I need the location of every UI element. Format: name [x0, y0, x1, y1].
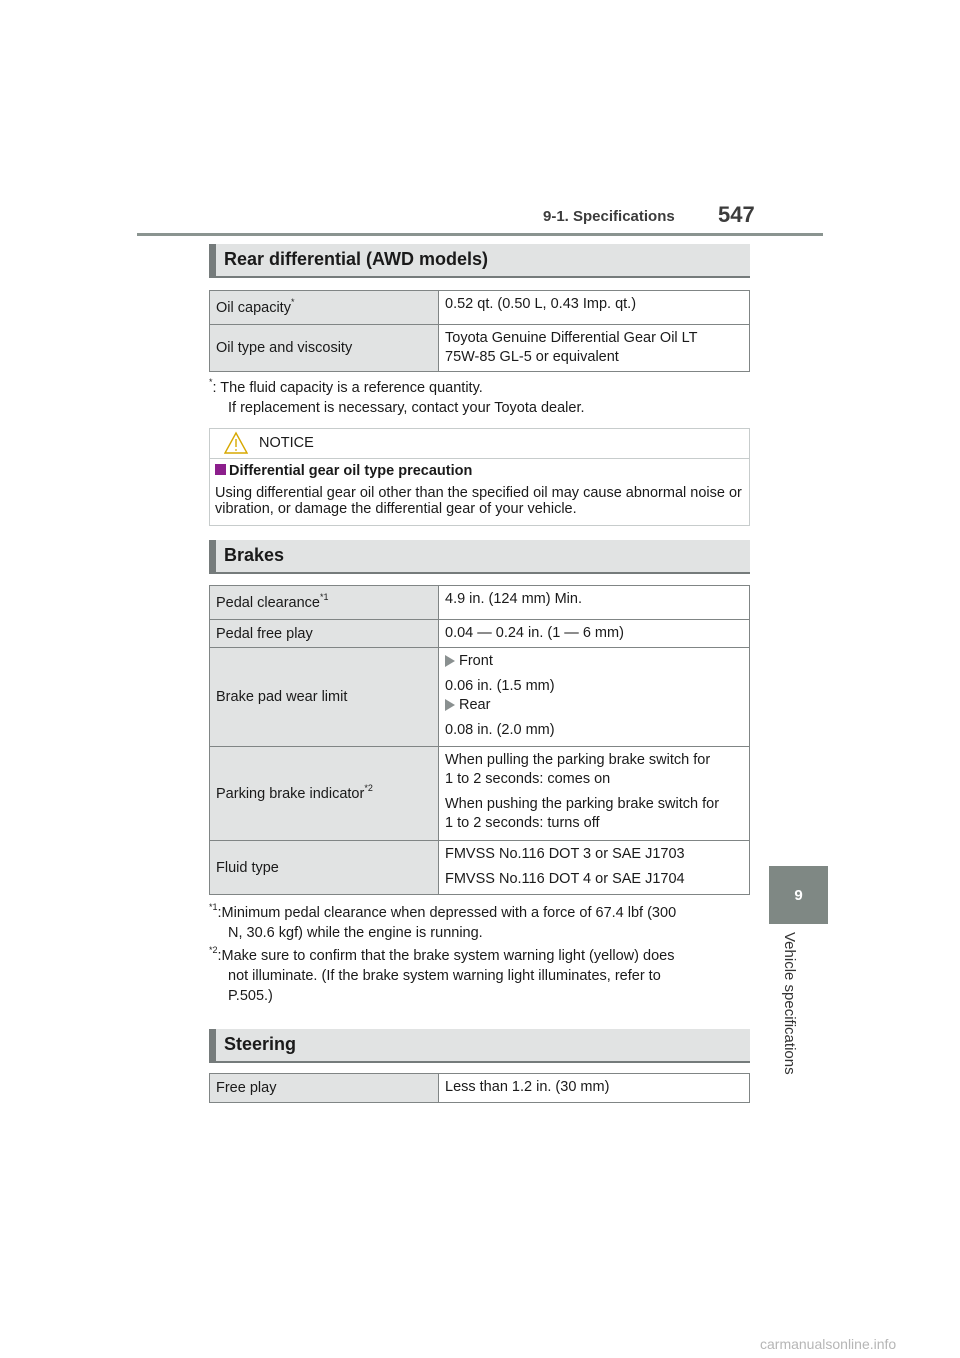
header-rule: [137, 233, 823, 236]
warning-triangle-icon: [224, 431, 248, 460]
row-value: Less than 1.2 in. (30 mm): [439, 1074, 750, 1103]
row-label: Parking brake indicator$^{*2}$: [210, 747, 439, 841]
arrow-right-icon: [445, 655, 455, 667]
notice-header: [210, 429, 749, 459]
row-label: Brake pad wear limit: [210, 648, 439, 747]
row-value: FMVSS No.116 DOT 3 or SAE J1703 FMVSS No.116 DOT 4 or SAE J1704: [439, 841, 750, 895]
row-label: Oil capacity*: [210, 291, 439, 325]
section-header-brakes: [209, 540, 750, 574]
watermark: carmanualsonline.info: [760, 1336, 897, 1352]
row-label: Fluid type: [210, 841, 439, 895]
row-label: Oil type and viscosity: [210, 325, 439, 372]
row-value: 0.52 qt. (0.50 L, 0.43 Imp. qt.): [439, 291, 750, 325]
row-value: Toyota Genuine Differential Gear Oil LT 75W-85 GL-5 or equivalent: [439, 325, 750, 372]
chapter-tab: [769, 866, 828, 924]
section-title: 9-1. Specifications: [543, 208, 675, 225]
row-label: Free play: [210, 1074, 439, 1103]
table-row: [210, 747, 750, 841]
table-row: [210, 620, 750, 648]
table-row: [210, 586, 750, 620]
brakes-table: [209, 585, 750, 895]
notice-body: Using differential gear oil other than the specified oil may cause abnormal noise or vibration, or damage the differential gear of your vehicle.: [215, 485, 742, 517]
table-row: [210, 325, 750, 372]
table-row: [210, 648, 750, 747]
notice-box: [209, 428, 750, 526]
row-value: 0.04 — 0.24 in. (1 — 6 mm): [439, 620, 750, 648]
page-number: 547: [718, 202, 755, 227]
row-label: Pedal clearance$^{*1}$: [210, 586, 439, 620]
notice-title: NOTICE: [259, 435, 314, 451]
arrow-right-icon: [445, 699, 455, 711]
footnote: $^{*2}$:Make sure to confirm that the brake system warning light (yellow) does not illuminate. (If the brake system warning light illuminates, refer to P.505.): [209, 945, 675, 1004]
chapter-title-vertical: Vehicle specifications: [781, 932, 798, 1075]
footnote: $^{*1}$:Minimum pedal clearance when depressed with a force of 67.4 lbf (300 N, 30.6 kgf) while the engine is running.: [209, 902, 677, 941]
chapter-number: 9: [794, 886, 803, 904]
footnote: *: The fluid capacity is a reference quantity. If replacement is necessary, contact your Toyota dealer.: [209, 377, 585, 416]
row-label: Pedal free play: [210, 620, 439, 648]
section-header-steering: [209, 1029, 750, 1063]
notice-subtitle: Differential gear oil type precaution: [215, 463, 472, 479]
section-header-rear-differential: [209, 244, 750, 278]
section-heading: Rear differential (AWD models): [224, 249, 489, 269]
section-heading: Steering: [224, 1034, 297, 1054]
section-heading: Brakes: [224, 545, 285, 565]
row-value: 4.9 in. (124 mm) Min.: [439, 586, 750, 620]
bullet-square-icon: [215, 464, 226, 475]
table-row: [210, 291, 750, 325]
rear-differential-table: [209, 290, 750, 372]
table-row: [210, 1074, 750, 1103]
row-value: When pulling the parking brake switch for 1 to 2 seconds: comes on When pushing the parking brake switch for 1 to 2 seconds: turns off: [439, 747, 750, 841]
table-row: [210, 841, 750, 895]
steering-table: [209, 1073, 750, 1103]
row-value: Front 0.06 in. (1.5 mm) Rear 0.08 in. (2.0 mm): [439, 648, 750, 747]
